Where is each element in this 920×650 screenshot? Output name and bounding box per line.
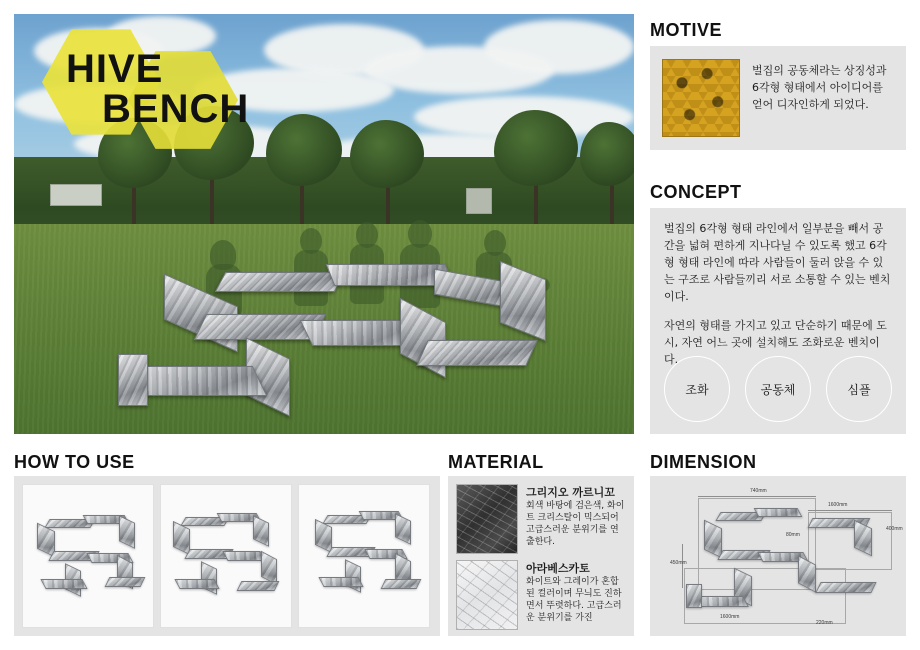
mini-bench-segment xyxy=(318,577,363,587)
bench-segment xyxy=(215,272,346,292)
material-title: MATERIAL xyxy=(448,452,544,472)
dimension-label: 1600mm xyxy=(828,502,848,508)
material-item-2 xyxy=(456,560,626,630)
keyword-circle-3: 심플 xyxy=(826,356,892,422)
motive-title: MOTIVE xyxy=(650,20,723,40)
mini-bench-segment xyxy=(253,515,269,547)
material-panel xyxy=(448,476,634,636)
dimension-bench-segment xyxy=(815,582,876,593)
how-to-use-panel xyxy=(14,476,440,636)
mini-bench-segment xyxy=(105,577,146,587)
bench-segment xyxy=(416,340,538,366)
dimension-label: 400mm xyxy=(886,526,903,532)
background-building xyxy=(50,184,102,206)
concept-keyword-circles xyxy=(664,356,892,422)
material-desc-2: 화이트와 그레이가 혼합된 컬러이며 무늬도 진하면서 뚜렷하다. 고급스러운 분위기를 가진 xyxy=(526,577,622,623)
material-name-2: 아라베스카토 xyxy=(526,562,590,575)
how-to-use-view-3 xyxy=(298,484,430,628)
bench-segment xyxy=(118,354,148,406)
concept-paragraph-1: 벌집의 6각형 형태 라인에서 일부분을 빼서 공간을 넓혀 편하게 지나다닐 수 있도록 했고 6각형 형태 라인에 따라 사람들이 둘러 앉을 수 있는 구조로 사람들끼리 서로 소통할 수 있는 벤치이다. xyxy=(664,222,891,303)
dimension-label: 1600mm xyxy=(720,614,740,620)
dimension-bench-segment xyxy=(686,584,702,608)
dimension-label: 450mm xyxy=(670,560,687,566)
dimension-title: DIMENSION xyxy=(650,452,757,472)
dimension-label: 740mm xyxy=(750,488,767,494)
dimension-line xyxy=(682,544,683,588)
material-desc-1: 회색 바탕에 검은색, 화이트 크리스탈이 믹스되어 고급스러운 분위기를 연출한다. xyxy=(526,501,625,547)
how-to-use-title: HOW TO USE xyxy=(14,452,135,472)
how-to-use-view-1 xyxy=(22,484,154,628)
honeycomb-bees-photo xyxy=(662,59,740,137)
logo-line-1: HIVE xyxy=(66,47,164,91)
mini-bench-segment xyxy=(222,551,265,561)
material-swatch-dark-grey-marble xyxy=(456,484,518,554)
dimension-line xyxy=(808,510,892,511)
mini-bench-segment xyxy=(395,513,411,545)
concept-panel xyxy=(650,208,906,434)
dimension-bench-segment xyxy=(754,508,803,517)
mini-bench-segment xyxy=(40,579,87,589)
how-to-use-view-2 xyxy=(160,484,292,628)
dimension-panel xyxy=(650,476,906,636)
dimension-drawing xyxy=(658,484,903,628)
cloud xyxy=(484,20,634,74)
mini-bench-segment xyxy=(381,579,422,589)
material-swatch-white-marble xyxy=(456,560,518,630)
dimension-bench-segment xyxy=(695,596,749,607)
keyword-circle-1: 조화 xyxy=(664,356,730,422)
tree xyxy=(580,122,634,186)
hive-bench-logo xyxy=(42,26,312,146)
material-item-1 xyxy=(456,484,626,554)
hero-render-image xyxy=(14,14,634,434)
material-name-1: 그리지오 까르니꼬 xyxy=(526,486,615,499)
keyword-circle-2: 공동체 xyxy=(745,356,811,422)
mini-bench-segment xyxy=(174,579,219,589)
mini-bench-segment xyxy=(237,581,280,591)
motive-panel xyxy=(650,46,906,150)
mini-bench-segment xyxy=(345,559,361,593)
concept-paragraph-2: 자연의 형태를 가지고 있고 단순하기 때문에 도시, 자연 어느 곳에 설치해도 조화로운 벤치이다. xyxy=(664,319,887,366)
dimension-line xyxy=(698,496,816,497)
concept-title: CONCEPT xyxy=(650,182,742,202)
dimension-label: 80mm xyxy=(786,532,800,538)
motive-text: 벌집의 공동체라는 상징성과 6각형 형태에서 아이디어를 얻어 디자인하게 되었다. xyxy=(752,64,887,111)
mini-bench-segment xyxy=(201,561,217,595)
logo-line-2: BENCH xyxy=(102,87,250,131)
dimension-label: 220mm xyxy=(816,620,833,626)
background-building xyxy=(466,188,492,214)
mini-bench-segment xyxy=(119,515,135,549)
